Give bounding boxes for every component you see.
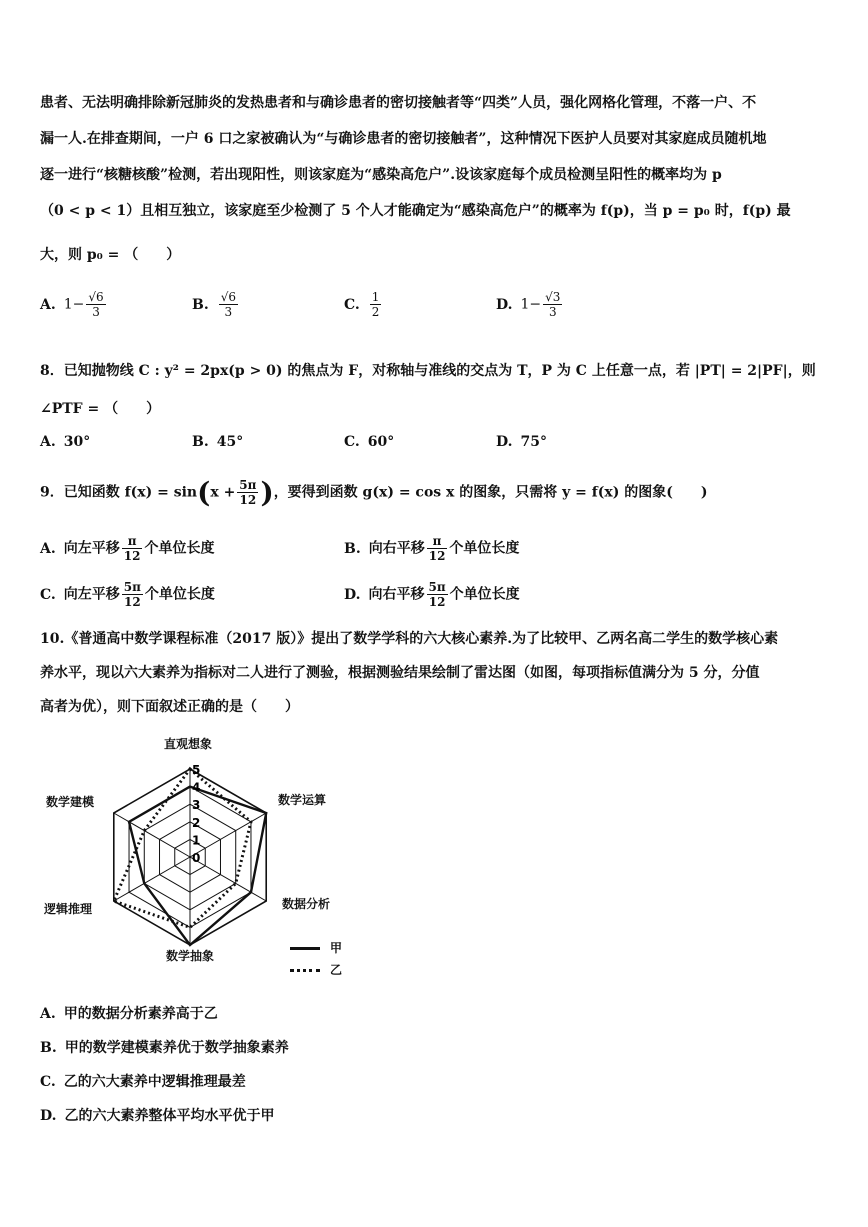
fraction-numerator: √3 — [545, 290, 561, 304]
q10-line-2: 养水平，现以六大素养为指标对二人进行了测验，根据测验结果绘制了雷达图（如图，每项指标值满分为 5 分，分值 — [40, 665, 760, 681]
option-key: D. — [496, 296, 513, 313]
option-fraction — [122, 534, 143, 563]
fraction-denominator: 12 — [428, 595, 446, 609]
legend-label: 乙 — [330, 963, 343, 977]
option-fraction — [427, 580, 448, 609]
q7-line-2: 漏一人.在排查期间，一户 6 口之家被确认为“与确诊患者的密切接触者”，这种情况下医护人员要对其家庭成员随机地 — [40, 131, 767, 147]
tick-label-5: 5 — [192, 763, 201, 777]
q7-line-3: 逐一进行“核糖核酸”检测，若出现阳性，则该家庭为“感染高危户”.设该家庭每个成员检测呈阳性的概率均为 p — [40, 167, 722, 183]
fraction-denominator: 12 — [428, 549, 446, 563]
option-key: B. — [192, 296, 209, 313]
q10-line-3: 高者为优），则下面叙述正确的是（ ） — [40, 699, 299, 715]
option-prefix: 向左平移 — [63, 540, 120, 557]
tick-label-0: 0 — [192, 851, 201, 865]
option-text: 45° — [216, 434, 244, 450]
paren-right: ) — [260, 476, 274, 509]
axis-label-math-abstraction: 数学抽象 — [166, 949, 215, 963]
axis-label-data-analysis: 数据分析 — [282, 897, 331, 911]
legend-swatch-dotted — [290, 969, 320, 972]
q8-option-b[interactable] — [192, 434, 243, 450]
radar-chart — [40, 735, 360, 975]
fraction-numerator: 5π — [239, 478, 257, 492]
option-fraction — [543, 290, 562, 319]
q7-option-b[interactable] — [192, 290, 240, 319]
option-fraction — [122, 580, 143, 609]
fraction-denominator: 12 — [239, 493, 257, 507]
option-key: C. — [40, 1074, 56, 1090]
q9-option-a[interactable] — [40, 534, 214, 563]
fraction-denominator: 3 — [92, 305, 100, 319]
option-prefix: 1− — [520, 296, 542, 313]
fraction-numerator: 5π — [428, 580, 446, 594]
fraction-numerator: π — [122, 534, 143, 549]
option-key: C. — [40, 586, 56, 603]
q9-option-c[interactable] — [40, 580, 215, 609]
fraction-numerator: √6 — [88, 290, 104, 304]
q7-line-4: （0 < p < 1）且相互独立，该家庭至少检测了 5 个人才能确定为“感染高危户”的概率为 f(p)，当 p = p₀ 时，f(p) 最 — [40, 203, 791, 219]
axis-spoke-5 — [114, 813, 190, 857]
option-key: A. — [40, 1006, 56, 1022]
q8-option-a[interactable] — [40, 434, 90, 450]
q7-option-c[interactable] — [344, 290, 383, 319]
q8-line-1: 8．已知抛物线 C : y² = 2px(p > 0) 的焦点为 F，对称轴与准线的交点为 T，P 为 C 上任意一点，若 |PT| = 2|PF|，则 — [40, 363, 816, 379]
tick-label-3: 3 — [192, 798, 201, 813]
option-prefix: 向右平移 — [368, 586, 425, 603]
q7-line-1: 患者、无法明确排除新冠肺炎的发热患者和与确诊患者的密切接触者等“四类”人员，强化网格化管理，不落一户、不 — [40, 95, 757, 111]
option-key: C. — [344, 434, 360, 450]
option-text: 乙的六大素养中逻辑推理最差 — [63, 1074, 246, 1090]
option-key: A. — [40, 540, 56, 557]
radar-ticks — [192, 763, 200, 865]
tick-label-4: 4 — [192, 780, 201, 795]
option-key: D. — [344, 586, 361, 603]
option-key: C. — [344, 296, 360, 313]
option-key: A. — [40, 434, 56, 450]
q7-option-d[interactable] — [496, 290, 564, 319]
fraction-numerator: 5π — [123, 580, 141, 594]
axis-spoke-1 — [190, 813, 266, 857]
option-text: 甲的数据分析素养高于乙 — [63, 1006, 218, 1022]
legend-item-jia — [290, 939, 342, 956]
option-suffix: 个单位长度 — [449, 540, 520, 557]
axis-label-math-modeling: 数学建模 — [46, 795, 95, 809]
tick-label-1: 1 — [192, 833, 201, 848]
option-key: B. — [344, 540, 361, 557]
option-fraction — [370, 290, 382, 319]
q10-option-b[interactable] — [40, 1037, 289, 1057]
q8-option-c[interactable] — [344, 434, 394, 450]
q9-fraction — [237, 478, 258, 507]
option-key: A. — [40, 296, 56, 313]
option-text: 乙的六大素养整体平均水平优于甲 — [64, 1108, 275, 1124]
option-key: D. — [40, 1108, 57, 1124]
axis-label-intuitive-imagination: 直观想象 — [164, 737, 213, 751]
option-key: B. — [40, 1040, 57, 1056]
tick-label-2: 2 — [192, 815, 201, 830]
fraction-numerator: π — [427, 534, 448, 549]
q10-option-d[interactable] — [40, 1105, 275, 1125]
legend-label: 甲 — [330, 941, 343, 955]
q9-arg-prefix: x + — [210, 484, 236, 501]
option-text: 甲的数学建模素养优于数学抽象素养 — [64, 1040, 289, 1056]
q7-line-5: 大，则 p₀ = （ ） — [40, 247, 181, 263]
option-text: 60° — [367, 434, 395, 450]
option-fraction — [86, 290, 105, 319]
fraction-denominator: 12 — [123, 549, 141, 563]
option-prefix: 向左平移 — [63, 586, 120, 603]
q9-option-d[interactable] — [344, 580, 520, 609]
legend-item-yi — [290, 961, 342, 978]
fraction-denominator: 3 — [548, 305, 557, 319]
fraction-denominator: 3 — [224, 305, 233, 319]
option-prefix: 1− — [63, 296, 85, 313]
option-prefix: 向右平移 — [368, 540, 425, 557]
fraction-denominator: 12 — [124, 595, 141, 609]
fraction-numerator: 1 — [371, 290, 380, 304]
q10-option-a[interactable] — [40, 1003, 218, 1023]
q10-option-c[interactable] — [40, 1071, 246, 1091]
axis-label-math-operation: 数学运算 — [278, 793, 327, 807]
q9-stem — [40, 476, 708, 509]
option-text: 75° — [520, 434, 547, 450]
option-fraction — [427, 534, 448, 563]
fraction-numerator: √6 — [220, 290, 236, 304]
option-fraction — [219, 290, 238, 319]
option-suffix: 个单位长度 — [144, 540, 215, 557]
option-key: D. — [496, 434, 513, 450]
axis-spoke-2 — [190, 857, 266, 901]
axis-label-logical-reasoning: 逻辑推理 — [44, 902, 93, 916]
option-suffix: 个单位长度 — [449, 586, 520, 603]
q9-prefix: 9．已知函数 f(x) = sin — [40, 484, 198, 501]
paren-left: ( — [197, 476, 211, 509]
legend-swatch-solid — [290, 947, 320, 950]
q9-suffix: ，要得到函数 g(x) = cos x 的图象，只需将 y = f(x) 的图象( ) — [273, 484, 708, 501]
option-suffix: 个单位长度 — [144, 586, 215, 603]
q8-option-d[interactable] — [496, 434, 547, 450]
q10-line-1: 10.《普通高中数学课程标准（2017 版）》提出了数学学科的六大核心素养.为了比较甲、乙两名高二学生的数学核心素 — [40, 631, 779, 647]
q7-option-a[interactable] — [40, 290, 108, 319]
q8-line-2: ∠PTF = （ ） — [40, 401, 161, 417]
option-text: 30° — [63, 434, 91, 450]
fraction-denominator: 2 — [371, 305, 380, 319]
q9-option-b[interactable] — [344, 534, 519, 563]
option-key: B. — [192, 434, 209, 450]
